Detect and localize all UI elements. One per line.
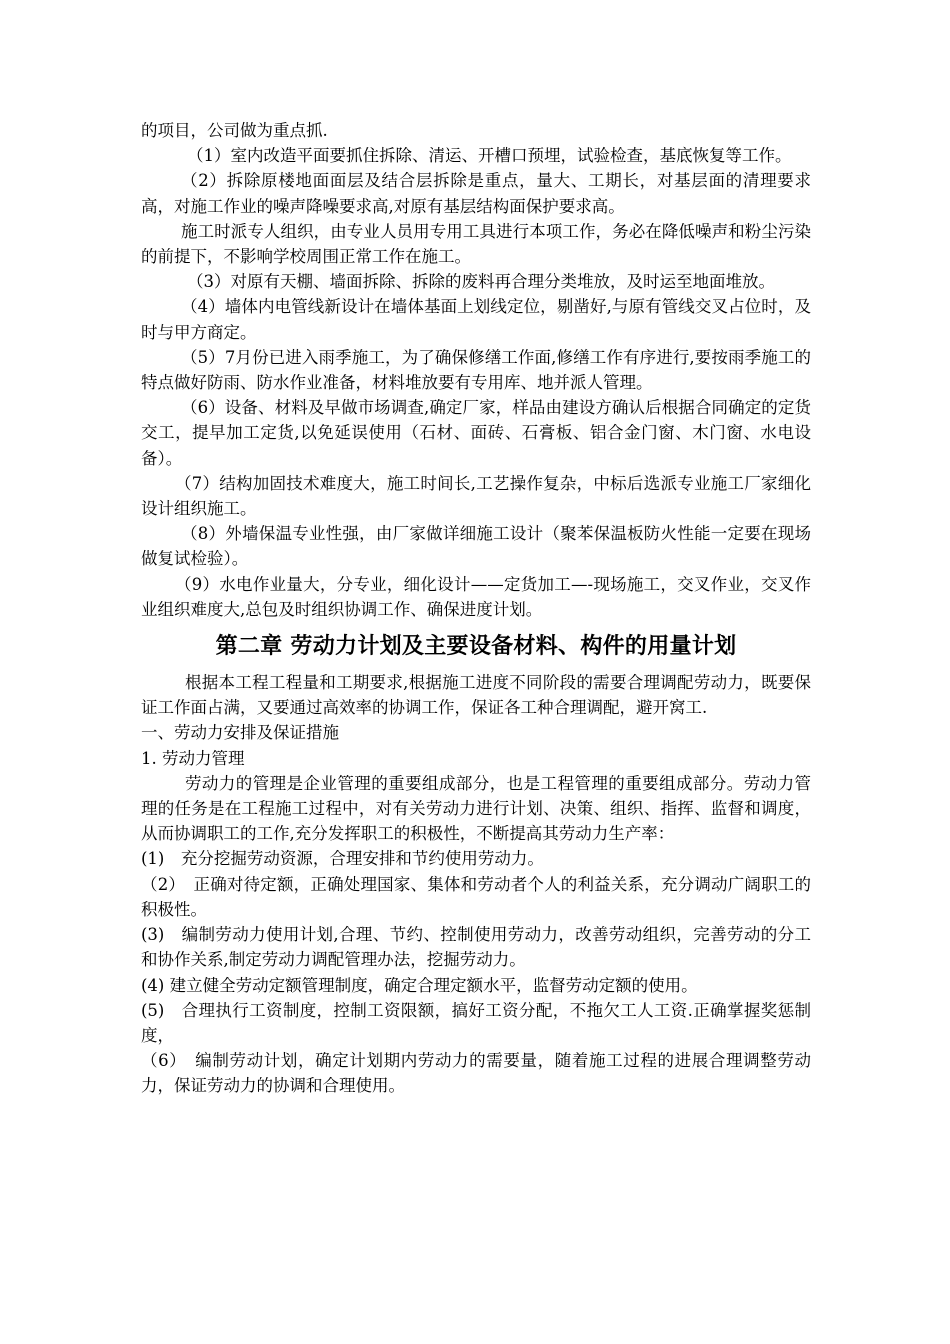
paragraph-p9: （8）外墙保温专业性强，由厂家做详细施工设计（聚苯保温板防火性能一定要在现场做复试检验）。 [141,524,811,569]
paragraph-p6: （5）7月份已进入雨季施工，为了确保修缮工作面,修缮工作有序进行,要按雨季施工的特点做好防雨、防水作业准备，材料堆放要有专用库、地并派人管理。 [141,347,811,393]
paragraph-p5: （4）墙体内电管线新设计在墙体基面上划线定位，剔凿好,与原有管线交叉占位时，及时与甲方商定。 [141,297,811,342]
paragraph-p1: （1）室内改造平面要抓住拆除、清运、开槽口预埋，试验检查，基底恢复等工作。 [187,146,792,166]
paragraph-q2: 1. 劳动力管理 [141,748,245,768]
paragraph-p7: （6）设备、材料及早做市场调查,确定厂家，样品由建设方确认后根据合同确定的定货交工，提早加工定货,以免延误使用（石材、面砖、石膏板、铝合金门窗、木门窗、水电设备）。 [141,398,811,468]
chapter-heading: 第二章 劳动力计划及主要设备材料、构件的用量计划 [215,634,737,660]
paragraph-p3: 施工时派专人组织，由专业人员用专用工具进行本项工作，务必在降低噪声和粉尘污染的前提下，不影响学校周围正常工作在施工。 [141,221,811,267]
section-text-top [141,118,811,622]
paragraph-q5: （2） 正确对待定额，正确处理国家、集体和劳动者个人的利益关系，充分调动广阔职工的积极性。 [141,874,811,919]
paragraph-p10: （9）水电作业量大，分专业，细化设计——定货加工—-现场施工，交叉作业，交叉作业组织难度大,总包及时组织协调工作、确保进度计划。 [141,574,811,619]
paragraph-q9: （6） 编制劳动计划，确定计划期内劳动力的需要量，随着施工过程的进展合理调整劳动力，保证劳动力的协调和合理使用。 [141,1051,811,1096]
paragraph-q1: 一、劳动力安排及保证措施 [141,723,339,743]
paragraph-p4: （3）对原有天棚、墙面拆除、拆除的废料再合理分类堆放，及时运至地面堆放。 [187,272,775,292]
paragraph-p2: （2）拆除原楼地面面层及结合层拆除是重点，量大、工期长，对基层面的清理要求高，对施工作业的噪声降噪要求高,对原有基层结构面保护要求高。 [141,171,811,216]
section-text-bottom [141,670,811,1098]
document-page [141,118,811,1099]
paragraph-q7: (4) 建立健全劳动定额管理制度，确定合理定额水平，监督劳动定额的使用。 [141,975,698,995]
paragraph-q8: (5) 合理执行工资制度，控制工资限额，搞好工资分配，不拖欠工人工资.正确掌握奖惩制度， [141,1000,811,1045]
paragraph-p0: 的项目，公司做为重点抓. [141,121,328,140]
paragraph-q4: (1) 充分挖掘劳动资源，合理安排和节约使用劳动力。 [141,849,544,869]
paragraph-q3: 劳动力的管理是企业管理的重要组成部分，也是工程管理的重要组成部分。劳动力管理的任务是在工程施工过程中，对有关劳动力进行计划、决策、组织、指挥、监督和调度，从而协调职工的工作,充分发挥职工的积极性，不断提高其劳动力生产率： [141,773,811,844]
paragraph-q6: (3) 编制劳动力使用计划,合理、节约、控制使用劳动力，改善劳动组织，完善劳动的分工和协作关系,制定劳动力调配管理办法，挖掘劳动力。 [141,925,811,970]
paragraph-q0: 根据本工程工程量和工期要求,根据施工进度不同阶段的需要合理调配劳动力，既要保证工作面占满，又要通过高效率的协调工作，保证各工种合理调配，避开窝工. [141,673,811,718]
paragraph-p8: （7）结构加固技术难度大，施工时间长,工艺操作复杂，中标后选派专业施工厂家细化设计组织施工。 [141,473,811,519]
